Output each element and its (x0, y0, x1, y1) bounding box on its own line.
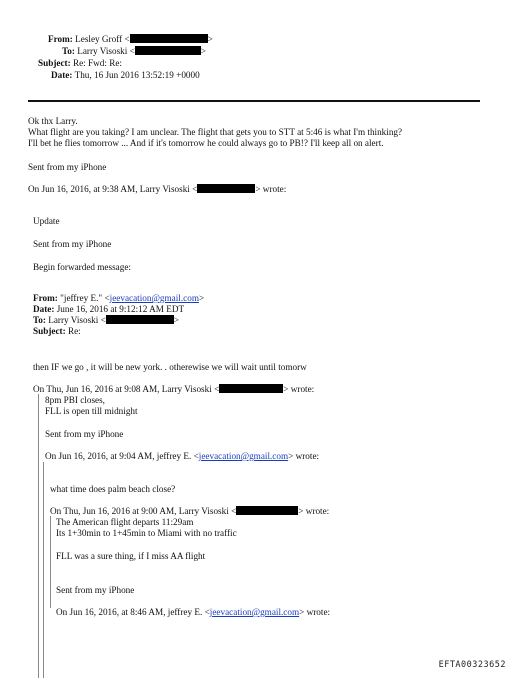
header-to (62, 46, 206, 57)
fwd-from-name: "jeffrey E." < (60, 293, 110, 303)
quote-bar (43, 462, 44, 678)
quote-line: what time does palm beach close? (50, 484, 176, 494)
redaction-bar (135, 46, 201, 55)
to-label: To: (62, 46, 75, 56)
fwd-to-tail: > (173, 315, 179, 325)
fwd-to-label: To: (33, 315, 46, 325)
quote-line: FLL was a sure thing, if I miss AA flight (56, 551, 206, 561)
fwd-subject-text: Re: (67, 326, 81, 336)
fwd-to-name: Larry Visoski < (48, 315, 106, 325)
quote-line: FLL is open till midnight (45, 406, 138, 416)
email-link[interactable]: jeevacation@gmail.com (209, 607, 300, 617)
header-divider (28, 100, 480, 102)
to-name: Larry Visoski < (77, 46, 135, 56)
fwd-date-label: Date: (33, 304, 55, 314)
sent-from-iphone: Sent from my iPhone (56, 585, 135, 595)
quote-intro-tail: > wrote: (299, 607, 331, 617)
date-text: Thu, 16 Jun 2016 13:52:19 +0000 (74, 70, 200, 80)
redaction-bar (130, 34, 208, 43)
quote-intro-text: On Jun 16, 2016, at 9:38 AM, Larry Visoski < (28, 184, 198, 194)
redaction-bar (197, 184, 255, 193)
fwd-date-text: June 16, 2016 at 9:12:12 AM EDT (56, 304, 185, 314)
body-line: I'll bet he flies tomorrow ... And if it's tomorrow he could always go to PB!? I'll keep all on alert. (28, 138, 384, 148)
quote-bar (38, 394, 39, 678)
quote-intro-text: On Jun 16, 2016, at 8:46 AM, jeffrey E. < (56, 607, 210, 617)
fwd-email-link[interactable]: jeevacation@gmail.com (109, 293, 199, 303)
quote-update: Update (33, 216, 60, 226)
header-subject (38, 58, 122, 69)
redaction-bar (236, 506, 298, 515)
quote-intro-text: On Thu, Jun 16, 2016 at 9:08 AM, Larry Visoski < (33, 384, 220, 394)
sent-from-iphone: Sent from my iPhone (28, 162, 107, 172)
quote-intro (45, 451, 319, 462)
quote-line: The American flight departs 11:29am (56, 517, 194, 527)
redaction-bar (106, 315, 174, 324)
quote-intro (33, 384, 314, 395)
from-label: From: (48, 34, 73, 44)
quote-intro-text: On Jun 16, 2016, at 9:04 AM, jeffrey E. < (45, 451, 199, 461)
fwd-from-tail: > (198, 293, 205, 303)
date-label: Date: (51, 70, 73, 80)
subject-label: Subject: (38, 58, 71, 68)
begin-forwarded: Begin forwarded message: (33, 262, 131, 272)
quote-intro (28, 184, 286, 195)
quote-intro (50, 506, 329, 517)
body-line: What flight are you taking? I am unclear. The flight that gets you to STT at 5:46 is what I'm thinking? (28, 127, 403, 137)
quote-intro-tail: > wrote: (298, 506, 330, 516)
quote-bar (50, 516, 51, 608)
fwd-body-text: then IF we go , it will be new york. . otherewise we will wait until tomorw (33, 362, 307, 372)
sent-from-iphone: Sent from my iPhone (33, 239, 112, 249)
body-line: Ok thx Larry. (28, 116, 78, 126)
quote-intro (56, 607, 330, 618)
email-link[interactable]: jeevacation@gmail.com (198, 451, 289, 461)
quote-intro-tail: > wrote: (288, 451, 320, 461)
fwd-from-label: From: (33, 293, 58, 303)
header-date (51, 70, 200, 81)
fwd-subject (33, 326, 81, 337)
bates-number: EFTA00323652 (438, 660, 506, 670)
fwd-subject-label: Subject: (33, 326, 66, 336)
quote-intro-text: On Thu, Jun 16, 2016 at 9:00 AM, Larry Visoski < (50, 506, 237, 516)
fwd-from (33, 293, 204, 304)
sent-from-iphone: Sent from my iPhone (45, 429, 124, 439)
to-tail: > (200, 46, 206, 56)
from-name: Lesley Groff < (75, 34, 130, 44)
quote-intro-tail: > wrote: (255, 184, 287, 194)
header-from (48, 34, 213, 45)
redaction-bar (219, 384, 283, 393)
fwd-date (33, 304, 184, 315)
quote-line: 8pm PBI closes, (45, 395, 105, 405)
subject-text: Re: Fwd: Re: (72, 58, 122, 68)
quote-line: Its 1+30min to 1+45min to Miami with no traffic (56, 528, 237, 538)
fwd-to (33, 315, 179, 326)
quote-intro-tail: > wrote: (283, 384, 315, 394)
from-tail: > (207, 34, 213, 44)
